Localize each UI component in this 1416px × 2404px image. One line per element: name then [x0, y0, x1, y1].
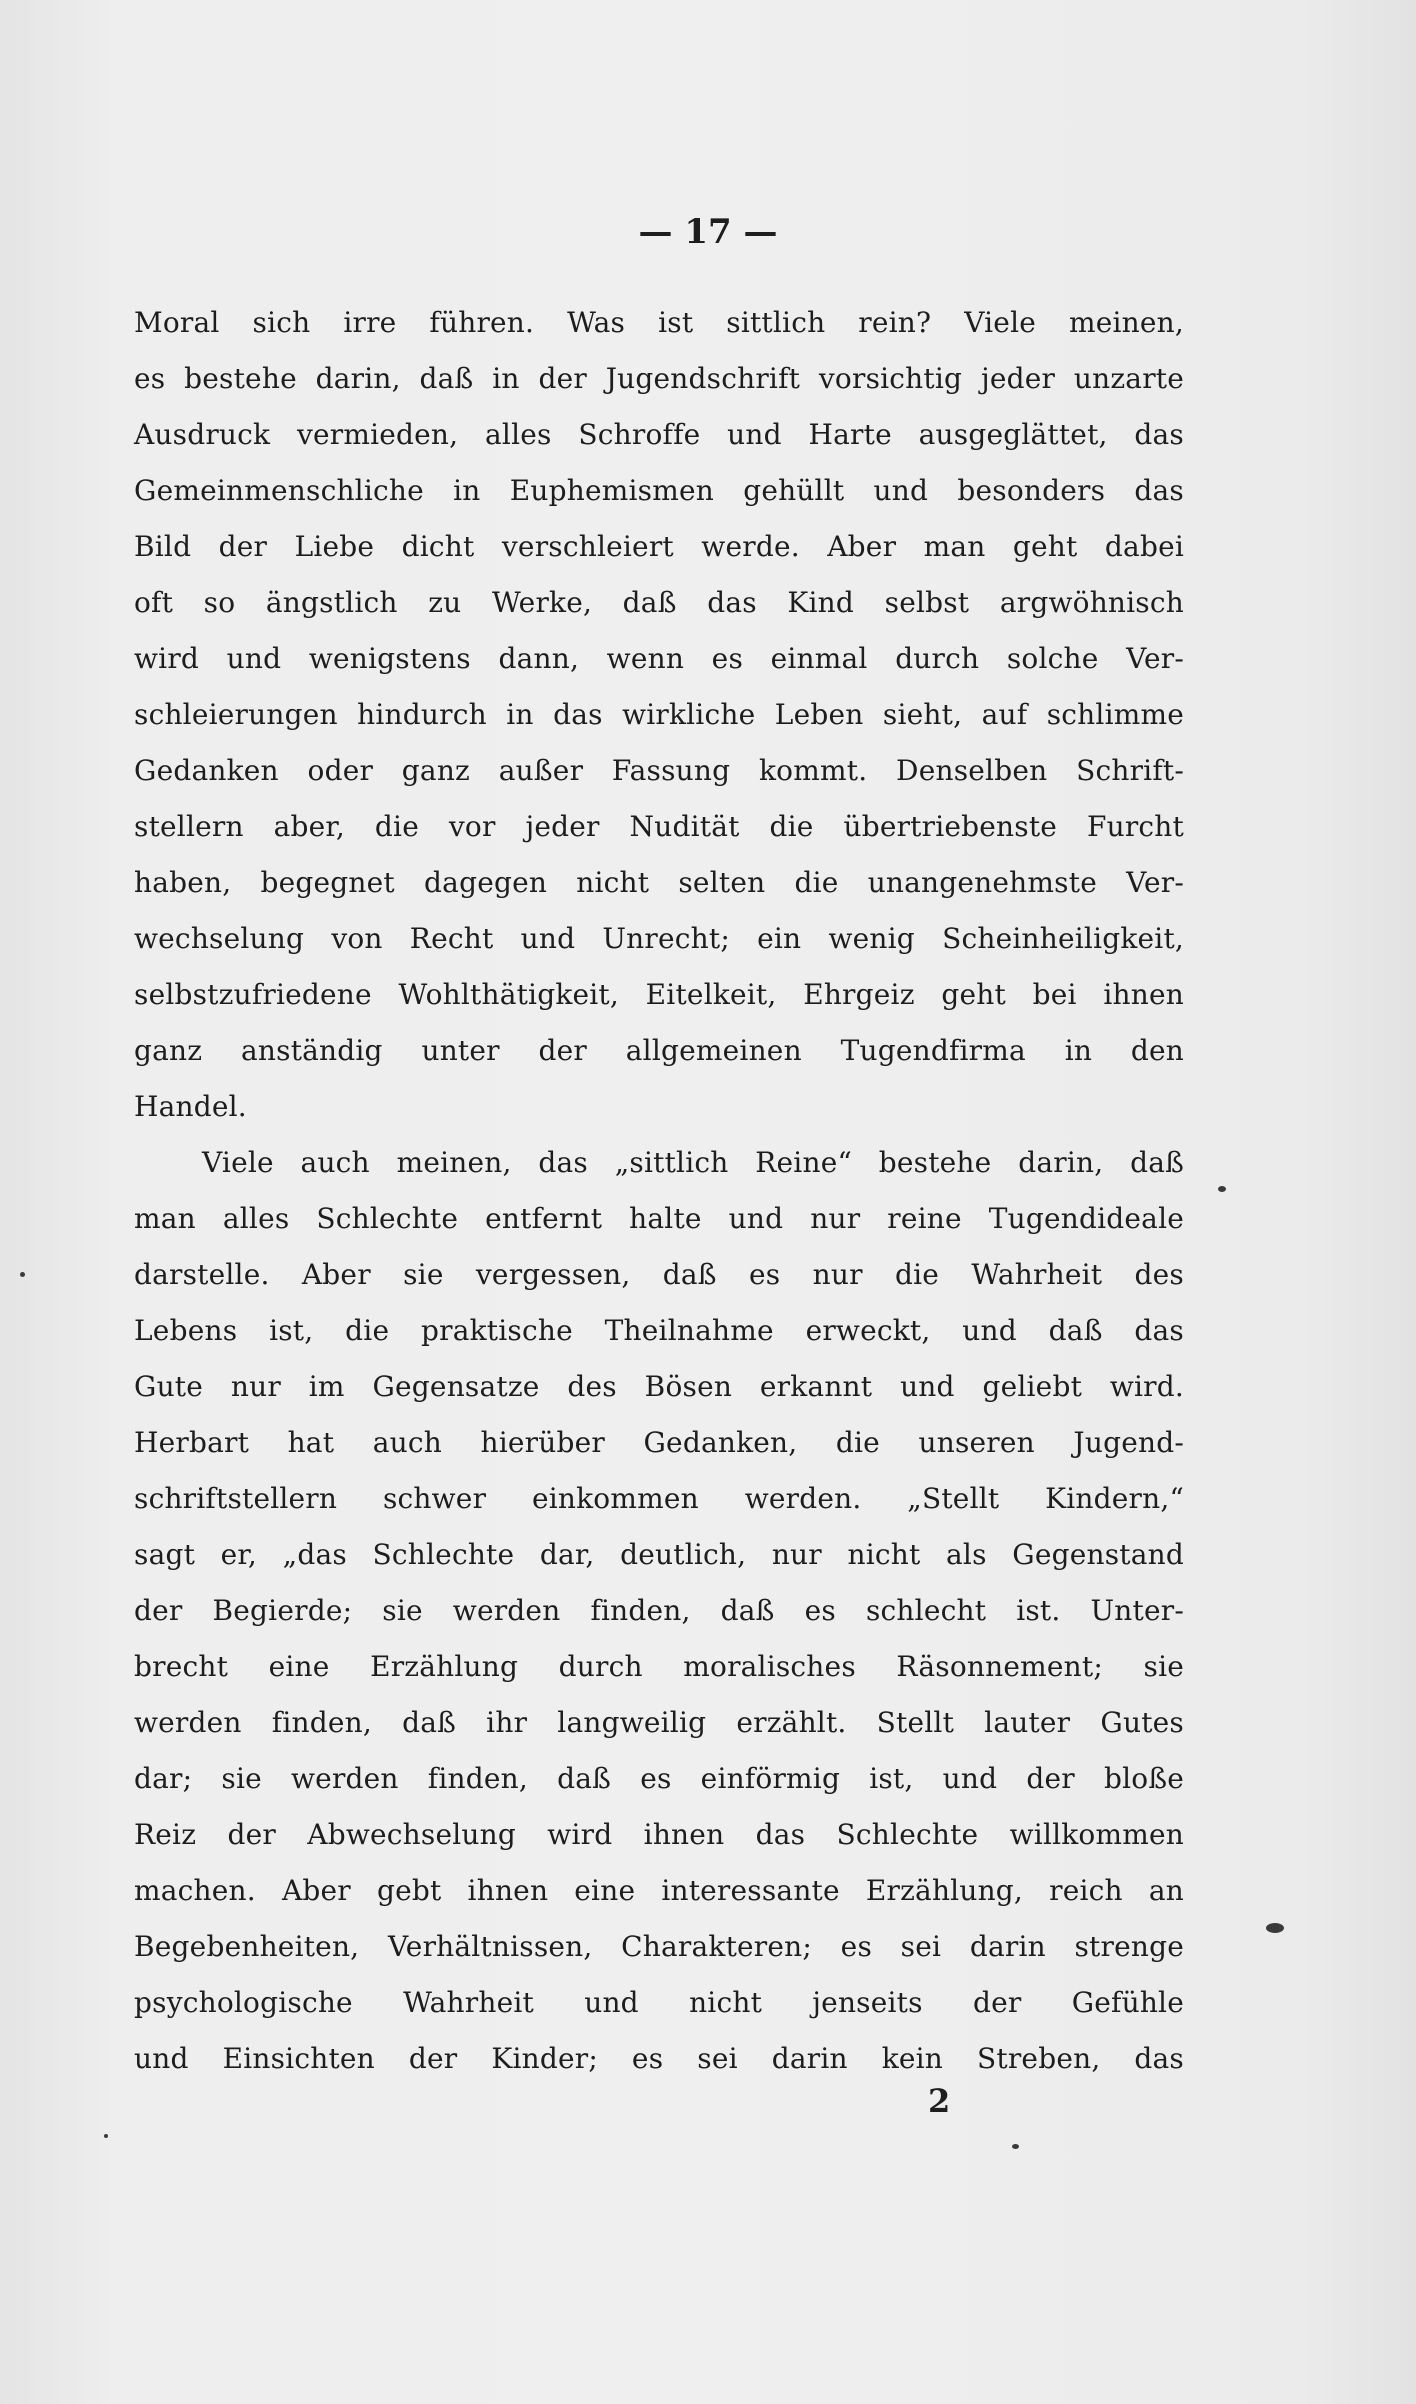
text-line: brecht eine Erzählung durch moralisches Räsonnement; sie	[134, 1650, 1184, 1683]
text-line: dar; sie werden finden, daß es einförmig ist, und der bloße	[134, 1762, 1184, 1795]
text-line-paragraph-end: Handel.	[134, 1090, 247, 1123]
text-line: Gedanken oder ganz außer Fassung kommt. Denselben Schrift-	[134, 754, 1184, 787]
text-line: und Einsichten der Kinder; es sei darin kein Streben, das	[134, 2042, 1184, 2075]
text-line: wird und wenigstens dann, wenn es einmal durch solche Ver-	[134, 642, 1184, 675]
text-line: oft so ängstlich zu Werke, daß das Kind selbst argwöhnisch	[134, 586, 1184, 619]
text-line: werden finden, daß ihr langweilig erzählt. Stellt lauter Gutes	[134, 1706, 1184, 1739]
text-line: selbstzufriedene Wohlthätigkeit, Eitelkeit, Ehrgeiz geht bei ihnen	[134, 978, 1184, 1011]
paper-speck	[1266, 1923, 1284, 1933]
text-line: machen. Aber gebt ihnen eine interessante Erzählung, reich an	[134, 1874, 1184, 1907]
text-line-paragraph-start: Viele auch meinen, das „sittlich Reine“ bestehe darin, daß	[202, 1146, 1184, 1179]
page-number: — 17 —	[638, 212, 778, 252]
text-line: Begebenheiten, Verhältnissen, Charakteren; es sei darin strenge	[134, 1930, 1184, 1963]
body-text	[134, 295, 1184, 2087]
text-line: Moral sich irre führen. Was ist sittlich rein? Viele meinen,	[134, 306, 1184, 339]
paper-speck	[1218, 1186, 1226, 1192]
text-line: haben, begegnet dagegen nicht selten die unangenehmste Ver-	[134, 866, 1184, 899]
text-line: ganz anständig unter der allgemeinen Tugendfirma in den	[134, 1034, 1184, 1067]
text-line: Ausdruck vermieden, alles Schroffe und Harte ausgeglättet, das	[134, 418, 1184, 451]
text-line: Gemeinmenschliche in Euphemismen gehüllt und besonders das	[134, 474, 1184, 507]
paper-speck	[20, 1272, 25, 1277]
paper-speck	[104, 2134, 108, 2138]
text-line: Herbart hat auch hierüber Gedanken, die unseren Jugend-	[134, 1426, 1184, 1459]
text-line: Bild der Liebe dicht verschleiert werde. Aber man geht dabei	[134, 530, 1184, 563]
text-line: es bestehe darin, daß in der Jugendschrift vorsichtig jeder unzarte	[134, 362, 1184, 395]
text-line: darstelle. Aber sie vergessen, daß es nur die Wahrheit des	[134, 1258, 1184, 1291]
text-line: psychologische Wahrheit und nicht jenseits der Gefühle	[134, 1986, 1184, 2019]
text-line: Gute nur im Gegensatze des Bösen erkannt und geliebt wird.	[134, 1370, 1184, 1403]
text-line: wechselung von Recht und Unrecht; ein wenig Scheinheiligkeit,	[134, 922, 1184, 955]
text-line: Lebens ist, die praktische Theilnahme erweckt, und daß das	[134, 1314, 1184, 1347]
text-line: man alles Schlechte entfernt halte und nur reine Tugendideale	[134, 1202, 1184, 1235]
signature-mark: 2	[928, 2082, 951, 2120]
text-line: schleierungen hindurch in das wirkliche Leben sieht, auf schlimme	[134, 698, 1184, 731]
text-line: sagt er, „das Schlechte dar, deutlich, nur nicht als Gegenstand	[134, 1538, 1184, 1571]
text-line: Reiz der Abwechselung wird ihnen das Schlechte willkommen	[134, 1818, 1184, 1851]
paper-speck	[1012, 2144, 1019, 2149]
text-line: der Begierde; sie werden finden, daß es schlecht ist. Unter-	[134, 1594, 1184, 1627]
text-line: schriftstellern schwer einkommen werden. „Stellt Kindern,“	[134, 1482, 1184, 1515]
text-line: stellern aber, die vor jeder Nudität die übertriebenste Furcht	[134, 810, 1184, 843]
